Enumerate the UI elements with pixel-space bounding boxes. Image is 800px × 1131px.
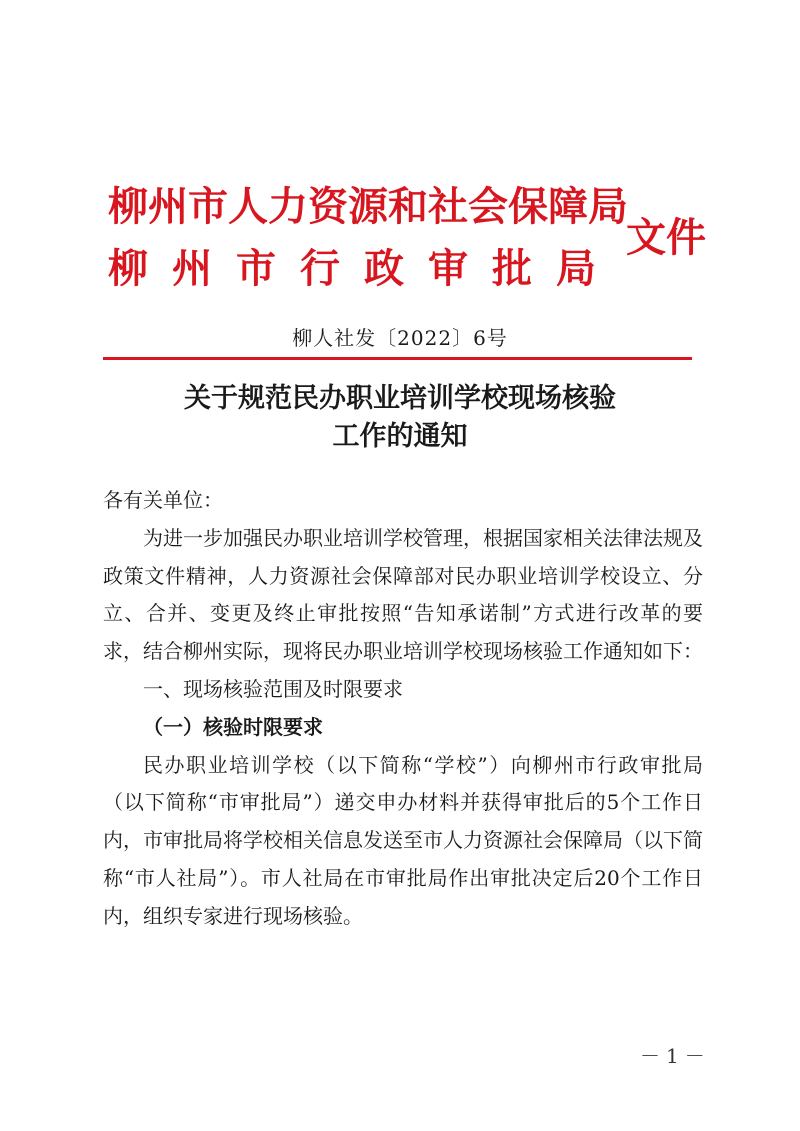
subsection-heading-1: （一）核验时限要求 — [143, 714, 323, 739]
section-heading-1: 一、现场核验范围及时限要求 — [143, 676, 403, 701]
issuer-hrss-bureau: 柳州市人力资源和社会保障局 — [108, 184, 628, 230]
page-number: －1－ — [640, 1044, 711, 1068]
salutation: 各有关单位： — [103, 488, 223, 512]
subsection-paragraph-1: 民办职业培训学校（以下简称“学校”）向柳州市行政审批局（以下简称“市审批局”）递交申办材料并获得审批后的5个工作日内，市审批局将学校相关信息发送至市人力资源社会保障局（以下简称“市人社局”）。市人社局在市审批局作出审批决定后20个工作日内，组织专家进行现场核验。 — [103, 752, 703, 928]
issuing-authorities — [108, 176, 628, 300]
intro-paragraph: 为进一步加强民办职业培训学校管理，根据国家相关法律法规及政策文件精神，人力资源社会保障部对民办职业培训学校设立、分立、合并、变更及终止审批按照“告知承诺制”方式进行改革的要求，结合柳州实际，现将民办职业培训学校现场核验工作通知如下： — [103, 525, 703, 664]
title-line-1: 关于规范民办职业培训学校现场核验 — [184, 383, 616, 414]
document-type-label: 文件 — [626, 215, 706, 261]
document-title — [0, 380, 800, 456]
red-divider-line — [103, 357, 692, 360]
issuer-admin-approval-bureau: 柳州市行政审批局 — [108, 246, 620, 292]
title-line-2: 工作的通知 — [332, 421, 468, 452]
document-body — [103, 482, 703, 936]
document-number: 柳人社发〔2022〕6号 — [292, 326, 508, 350]
